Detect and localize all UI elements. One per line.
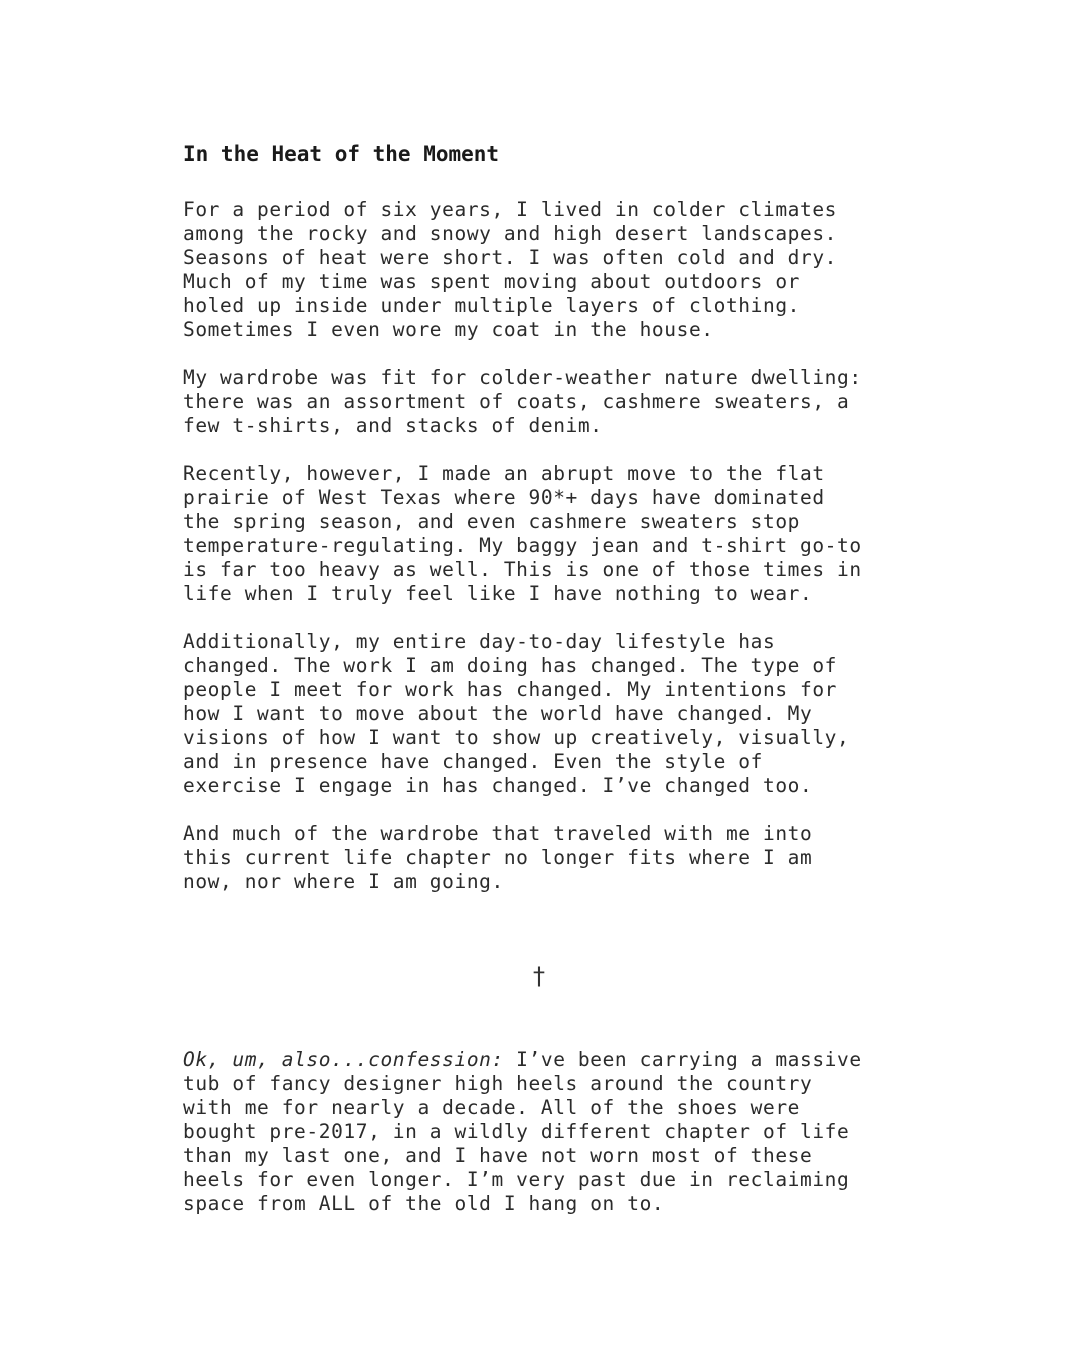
text-line: life when I truly feel like I have nothing to wear.: [183, 582, 813, 605]
text-line: Recently, however, I made an abrupt move to the flat: [183, 462, 825, 485]
text-line: this current life chapter no longer fits where I am: [183, 846, 813, 869]
text-line: few t-shirts, and stacks of denim.: [183, 414, 603, 437]
text-line: exercise I engage in has changed. I’ve changed too.: [183, 774, 813, 797]
text-line: than my last one, and I have not worn most of these: [183, 1144, 813, 1167]
section-divider-dagger: †: [531, 962, 547, 990]
text-line: temperature-regulating. My baggy jean and t-shirt go-to: [183, 534, 862, 557]
text-line: among the rocky and snowy and high desert landscapes.: [183, 222, 838, 245]
text-line: there was an assortment of coats, cashmere sweaters, a: [183, 390, 850, 413]
text-line: holed up inside under multiple layers of clothing.: [183, 294, 800, 317]
text-line: Seasons of heat were short. I was often cold and dry.: [183, 246, 838, 269]
text-line: bought pre-2017, in a wildly different chapter of life: [183, 1120, 850, 1143]
document-title: In the Heat of the Moment: [183, 142, 500, 166]
text-line: how I want to move about the world have changed. My: [183, 702, 813, 725]
italic-lead: Ok, um, also...confession:: [183, 1048, 504, 1071]
text-line: changed. The work I am doing has changed. The type of: [183, 654, 838, 677]
paragraph-4: [183, 630, 923, 798]
text-line: My wardrobe was fit for colder-weather nature dwelling:: [183, 366, 862, 389]
text-line: Sometimes I even wore my coat in the house.: [183, 318, 714, 341]
text-line: with me for nearly a decade. All of the shoes were: [183, 1096, 800, 1119]
text-line: people I meet for work has changed. My intentions for: [183, 678, 838, 701]
text-line: the spring season, and even cashmere sweaters stop: [183, 510, 800, 533]
paragraph-3: [183, 462, 923, 606]
paragraph-5: [183, 822, 923, 894]
text-line: Much of my time was spent moving about outdoors or: [183, 270, 800, 293]
text-line: prairie of West Texas where 90*+ days have dominated: [183, 486, 825, 509]
text-line: visions of how I want to show up creatively, visually,: [183, 726, 850, 749]
paragraph-2: [183, 366, 923, 438]
text-line: Additionally, my entire day-to-day lifestyle has: [183, 630, 776, 653]
text-line: is far too heavy as well. This is one of those times in: [183, 558, 862, 581]
first-line-rest: I’ve been carrying a massive: [503, 1048, 862, 1071]
text-line: heels for even longer. I’m very past due in reclaiming: [183, 1168, 850, 1191]
text-line: tub of fancy designer high heels around the country: [183, 1072, 813, 1095]
text-line: [183, 1048, 923, 1072]
text-line: now, nor where I am going.: [183, 870, 504, 893]
document-page: [183, 140, 923, 1240]
text-line: and in presence have changed. Even the style of: [183, 750, 763, 773]
text-line: For a period of six years, I lived in colder climates: [183, 198, 838, 221]
text-line: space from ALL of the old I hang on to.: [183, 1192, 665, 1215]
paragraph-1: [183, 198, 923, 342]
text-line: And much of the wardrobe that traveled with me into: [183, 822, 813, 845]
confession-paragraph: [183, 1048, 923, 1216]
